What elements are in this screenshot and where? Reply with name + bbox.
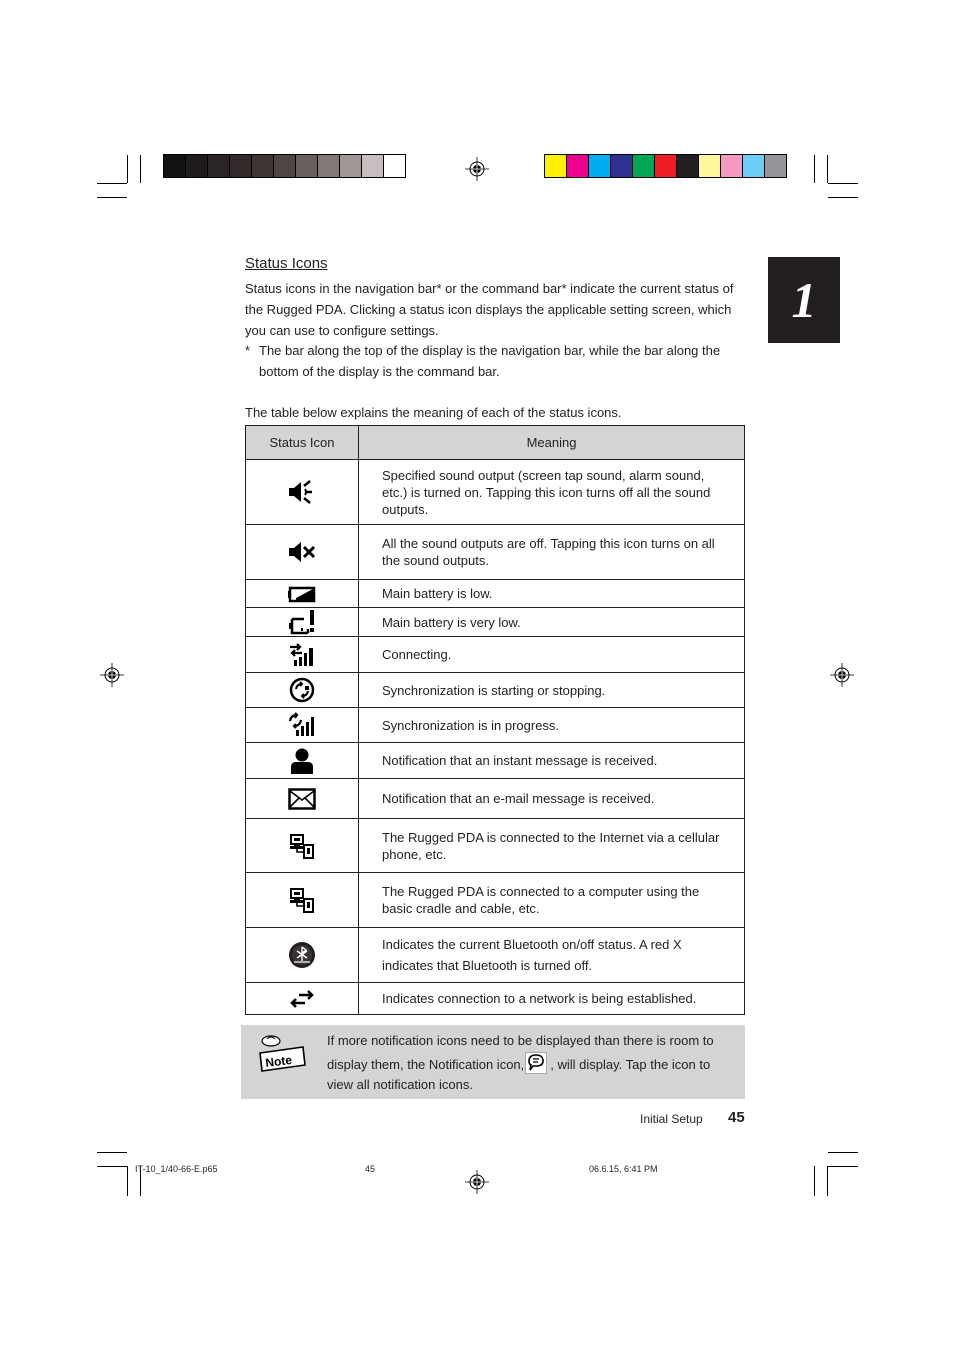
color-swatch	[274, 155, 296, 177]
network-establishing-icon	[288, 988, 316, 1010]
color-swatch	[589, 155, 611, 177]
color-swatch	[208, 155, 230, 177]
color-swatch	[252, 155, 274, 177]
table-intro: The table below explains the meaning of each of the status icons.	[245, 405, 622, 420]
color-swatch	[765, 155, 786, 177]
row-meaning: Indicates connection to a network is being established.	[359, 983, 745, 1015]
crop-mark	[97, 1152, 127, 1153]
color-swatch	[633, 155, 655, 177]
row-meaning: Specified sound output (screen tap sound, alarm sound, etc.) is turned on. Tapping this icon turns off all the sound outputs.	[359, 460, 745, 525]
color-swatch	[230, 155, 252, 177]
bluetooth-icon	[288, 941, 316, 969]
table-row	[246, 983, 745, 1015]
print-file-name: IT-10_1/40-66-E.p65	[135, 1164, 218, 1174]
table-row	[246, 708, 745, 743]
table-row	[246, 928, 745, 983]
color-swatch	[318, 155, 340, 177]
registration-mark-icon	[465, 157, 489, 181]
instant-message-icon	[288, 747, 316, 775]
table-row	[246, 580, 745, 608]
color-swatch	[362, 155, 384, 177]
cmyk-color-bar	[544, 154, 787, 178]
crop-mark	[828, 197, 858, 198]
internet-connection-icon	[288, 833, 316, 859]
footnote-marker: *	[245, 343, 251, 358]
column-header-meaning: Meaning	[359, 426, 745, 460]
table-row	[246, 779, 745, 819]
row-meaning: Connecting.	[359, 637, 745, 673]
crop-mark	[814, 1166, 815, 1196]
email-icon	[288, 788, 316, 810]
connecting-icon	[288, 642, 316, 668]
sync-progress-icon	[288, 712, 316, 738]
grayscale-color-bar	[163, 154, 406, 178]
battery-very-low-icon	[288, 609, 316, 635]
table-row	[246, 743, 745, 779]
computer-connection-icon	[288, 887, 316, 913]
table-row	[246, 673, 745, 708]
note-box	[241, 1025, 745, 1099]
crop-mark	[127, 1166, 128, 1196]
table-row	[246, 873, 745, 928]
row-meaning: Indicates the current Bluetooth on/off status. A red X indicates that Bluetooth is turned off.	[359, 928, 745, 983]
sync-start-stop-icon	[288, 677, 316, 703]
print-file-page: 45	[365, 1164, 376, 1174]
column-header-status-icon: Status Icon	[246, 426, 359, 460]
page-number: 45	[728, 1109, 745, 1126]
intro-paragraph: Status icons in the navigation bar* or the command bar* indicate the current status of the Rugged PDA. Clicking a status icon displays the applicable setting screen, which you can use to configure settings.	[245, 281, 734, 338]
note-text-before: If more notification icons need to be displayed than there is room to display them, the Notification icon,	[327, 1033, 714, 1072]
row-meaning: Main battery is low.	[359, 580, 745, 608]
chapter-tab	[768, 257, 840, 343]
footnote	[245, 340, 737, 382]
notification-icon	[525, 1052, 547, 1074]
section-title: Status Icons	[245, 255, 328, 272]
crop-mark	[828, 183, 858, 184]
row-meaning: The Rugged PDA is connected to the Internet via a cellular phone, etc.	[359, 819, 745, 873]
color-swatch	[567, 155, 589, 177]
color-swatch	[655, 155, 677, 177]
table-row	[246, 460, 745, 525]
color-swatch	[743, 155, 765, 177]
color-swatch	[384, 155, 405, 177]
crop-mark	[97, 197, 127, 198]
crop-mark	[827, 155, 828, 183]
table-row	[246, 525, 745, 580]
color-swatch	[340, 155, 362, 177]
chapter-number: 1	[791, 272, 817, 328]
battery-low-icon	[288, 585, 316, 603]
color-swatch	[699, 155, 721, 177]
crop-mark	[127, 155, 128, 183]
color-swatch	[164, 155, 186, 177]
color-swatch	[545, 155, 567, 177]
note-badge-icon	[257, 1033, 307, 1073]
color-swatch	[611, 155, 633, 177]
table-row	[246, 608, 745, 637]
registration-mark-icon	[465, 1170, 489, 1194]
crop-mark	[828, 1152, 858, 1153]
speaker-off-icon	[288, 540, 316, 564]
crop-mark	[140, 155, 141, 183]
speaker-on-icon	[288, 479, 316, 505]
footnote-text: The bar along the top of the display is the navigation bar, while the bar along the bottom of the display is the command bar.	[259, 343, 721, 379]
row-meaning: Notification that an e-mail message is received.	[359, 779, 745, 819]
note-text	[327, 1031, 735, 1096]
color-swatch	[296, 155, 318, 177]
color-swatch	[186, 155, 208, 177]
row-meaning: The Rugged PDA is connected to a computer using the basic cradle and cable, etc.	[359, 873, 745, 928]
note-text-after: , will display. Tap the icon to view all notification icons.	[327, 1056, 711, 1092]
crop-mark	[814, 155, 815, 183]
crop-mark	[828, 1166, 858, 1167]
row-meaning: Main battery is very low.	[359, 608, 745, 637]
registration-mark-icon	[100, 663, 124, 687]
color-swatch	[721, 155, 743, 177]
row-meaning: Notification that an instant message is received.	[359, 743, 745, 779]
row-meaning: Synchronization is in progress.	[359, 708, 745, 743]
row-meaning: Synchronization is starting or stopping.	[359, 673, 745, 708]
status-icons-table	[245, 425, 745, 1015]
row-meaning: All the sound outputs are off. Tapping this icon turns on all the sound outputs.	[359, 525, 745, 580]
registration-mark-icon	[830, 663, 854, 687]
color-swatch	[677, 155, 699, 177]
footer-section-name: Initial Setup	[640, 1112, 703, 1126]
note-badge-label: Note	[264, 1052, 293, 1071]
crop-mark	[97, 183, 127, 184]
table-header-row	[246, 426, 745, 460]
crop-mark	[97, 1166, 127, 1167]
print-timestamp: 06.6.15, 6:41 PM	[589, 1164, 658, 1174]
table-row	[246, 637, 745, 673]
table-row	[246, 819, 745, 873]
crop-mark	[827, 1166, 828, 1196]
